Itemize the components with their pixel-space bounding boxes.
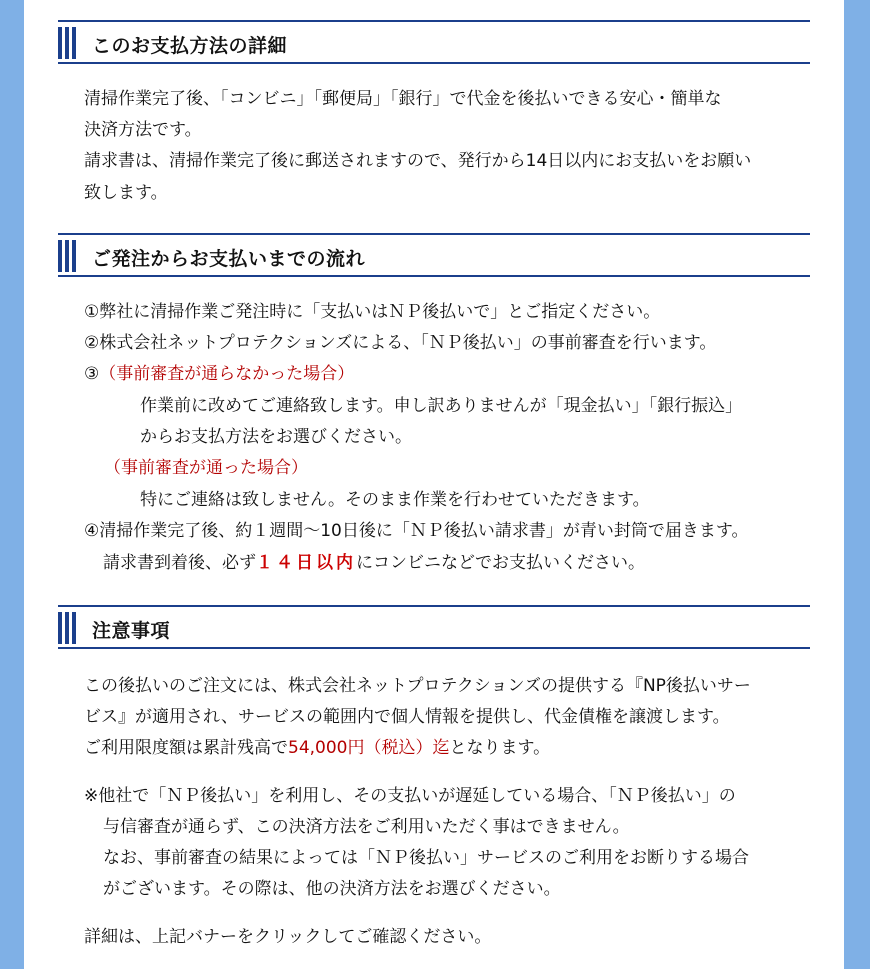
- notes-line: この後払いのご注文には、株式会社ネットプロテクションズの提供する『NP後払いサー: [84, 676, 751, 696]
- screening-passed-label: （事前審査が通った場合）: [104, 458, 308, 478]
- limit-text: となります。: [449, 738, 551, 758]
- limit-text: ご利用限度額は累計残高で: [84, 738, 288, 758]
- section-header-notes: [58, 605, 810, 649]
- screening-failed-text: からお支払方法をお選びください。: [140, 427, 412, 447]
- screening-passed-text: 特にご連絡は致しません。そのまま作業を行わせていただきます。: [140, 490, 650, 510]
- paragraph-line: 決済方法です。: [84, 120, 202, 140]
- notes-warning-line: がございます。その際は、他の決済方法をお選びください。: [103, 879, 561, 899]
- detail-text: にコンビニなどでお支払いください。: [356, 553, 645, 573]
- section-title: このお支払方法の詳細: [92, 35, 288, 57]
- notes-warning-line: ※他社で「ＮＰ後払い」を利用し、その支払いが遅延している場合、「ＮＰ後払い」の: [84, 786, 736, 806]
- paragraph-line: 請求書は、清掃作業完了後に郵送されますので、発行から14日以内にお支払いをお願い: [84, 151, 752, 171]
- content-panel: [24, 0, 844, 969]
- screening-failed-label: （事前審査が通らなかった場合）: [99, 364, 355, 384]
- heading-bars-icon: [58, 612, 78, 644]
- section-header-flow: [58, 233, 810, 277]
- flow-step-4-detail: [103, 548, 645, 579]
- notes-line: ビス』が適用され、サービスの範囲内で個人情報を提供し、代金債権を譲渡します。: [84, 707, 730, 727]
- section-title: 注意事項: [92, 620, 171, 642]
- flow-step-3-header: [84, 359, 354, 390]
- flow-step-4: ④清掃作業完了後、約１週間〜10日後に「ＮＰ後払い請求書」が青い封筒で届きます。: [84, 521, 749, 541]
- screening-failed-text: 作業前に改めてご連絡致します。申し訳ありませんが「現金払い」「銀行振込」: [140, 396, 743, 416]
- heading-bars-icon: [58, 240, 78, 272]
- notes-warning-line: なお、事前審査の結果によっては「ＮＰ後払い」サービスのご利用をお断りする場合: [103, 848, 749, 868]
- flow-step-2: ②株式会社ネットプロテクションズによる、「ＮＰ後払い」の事前審査を行います。: [84, 333, 717, 353]
- notes-limit-line: [84, 733, 550, 764]
- section-title: ご発注からお支払いまでの流れ: [92, 248, 366, 270]
- section-header-payment-details: [58, 20, 810, 64]
- paragraph-line: 致します。: [84, 183, 168, 203]
- step-number: ③: [84, 364, 100, 384]
- notes-warning-line: 与信審査が通らず、この決済方法をご利用いただく事はできません。: [103, 817, 630, 837]
- heading-bars-icon: [58, 27, 78, 59]
- deadline-emphasis: １４日以内: [256, 553, 356, 573]
- notes-details-line: 詳細は、上記バナーをクリックしてご確認ください。: [84, 927, 492, 947]
- paragraph-line: 清掃作業完了後、「コンビニ」「郵便局」「銀行」で代金を後払いできる安心・簡単な: [84, 89, 722, 109]
- limit-amount: 54,000円（税込）迄: [288, 738, 450, 758]
- detail-text: 請求書到着後、必ず: [103, 553, 256, 573]
- flow-step-1: ①弊社に清掃作業ご発注時に「支払いはＮＰ後払いで」とご指定ください。: [84, 302, 661, 322]
